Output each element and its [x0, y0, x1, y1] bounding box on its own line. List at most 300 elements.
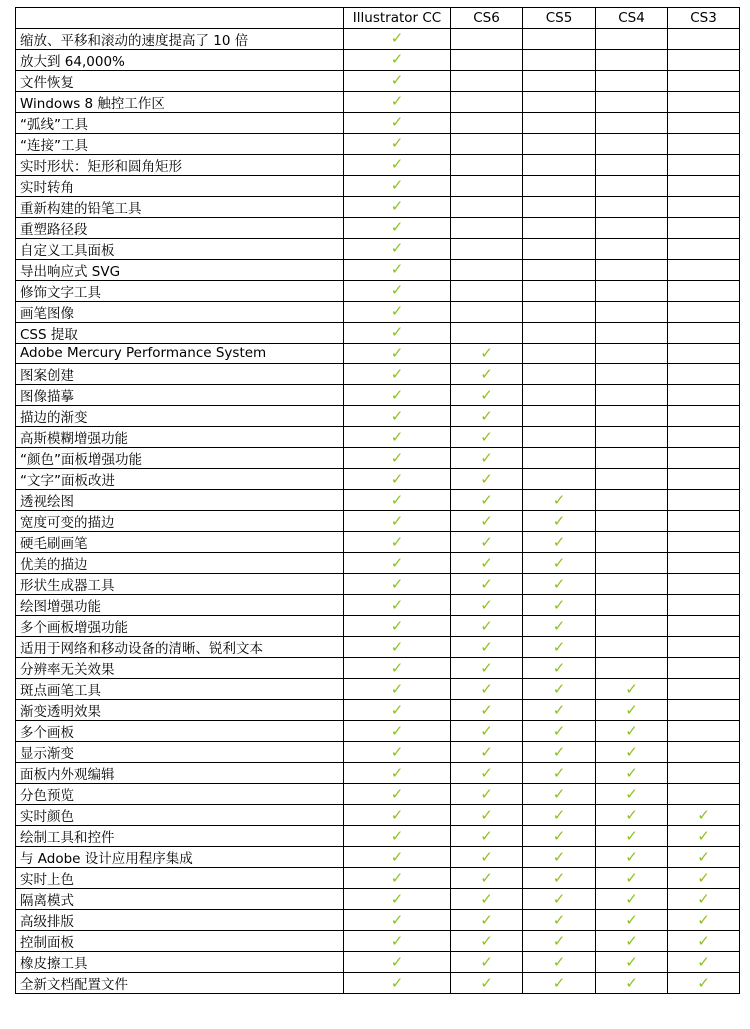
checkmark-icon: ✓: [390, 469, 404, 488]
support-cell-cs5: [523, 385, 596, 406]
feature-name-cell: 绘制工具和控件: [16, 826, 344, 847]
table-row: [16, 784, 740, 805]
checkmark-icon: ✓: [625, 910, 638, 929]
support-cell-cs6: [451, 112, 523, 133]
checkmark-icon: ✓: [552, 700, 566, 719]
checkmark-icon: ✓: [552, 679, 566, 698]
support-cell-cs5: [523, 490, 596, 511]
feature-name-cell: 与 Adobe 设计应用程序集成: [16, 847, 344, 868]
feature-name-cell: 缩放、平移和滚动的速度提高了 10 倍: [16, 28, 344, 49]
table-row: [16, 721, 740, 742]
support-cell-cs6: [451, 637, 523, 658]
checkmark-icon: ✓: [390, 343, 404, 362]
support-cell-cs3: [668, 238, 740, 259]
support-cell-illustrator-cc: [344, 910, 451, 931]
support-cell-cs4: [596, 931, 668, 952]
support-cell-cs6: [451, 700, 523, 721]
support-cell-illustrator-cc: [344, 721, 451, 742]
support-cell-cs5: [523, 763, 596, 784]
support-cell-illustrator-cc: [344, 133, 451, 154]
support-cell-cs4: [596, 784, 668, 805]
support-cell-cs6: [451, 238, 523, 259]
support-cell-cs3: [668, 637, 740, 658]
support-cell-cs5: [523, 301, 596, 322]
support-cell-cs6: [451, 196, 523, 217]
support-cell-illustrator-cc: [344, 301, 451, 322]
table-row: [16, 868, 740, 889]
support-cell-cs4: [596, 70, 668, 91]
support-cell-cs4: [596, 448, 668, 469]
checkmark-icon: ✓: [480, 448, 493, 467]
feature-name-cell: 重新构建的铅笔工具: [16, 196, 344, 217]
feature-name-cell: 图像描摹: [16, 385, 344, 406]
checkmark-icon: ✓: [480, 364, 493, 383]
table-row: [16, 532, 740, 553]
table-header: [16, 8, 740, 29]
support-cell-cs4: [596, 826, 668, 847]
checkmark-icon: ✓: [390, 50, 404, 68]
support-cell-cs4: [596, 112, 668, 133]
support-cell-cs5: [523, 91, 596, 112]
feature-name-cell: 隔离模式: [16, 889, 344, 910]
table-row: [16, 448, 740, 469]
support-cell-cs4: [596, 259, 668, 280]
support-cell-cs6: [451, 49, 523, 70]
checkmark-icon: ✓: [390, 511, 404, 530]
support-cell-cs3: [668, 910, 740, 931]
support-cell-cs4: [596, 952, 668, 973]
table-row: [16, 595, 740, 616]
support-cell-cs3: [668, 70, 740, 91]
support-cell-cs4: [596, 679, 668, 700]
feature-name-cell: 实时上色: [16, 868, 344, 889]
checkmark-icon: ✓: [552, 511, 566, 530]
checkmark-icon: ✓: [480, 721, 493, 740]
support-cell-cs3: [668, 784, 740, 805]
table-body: [16, 28, 740, 994]
checkmark-icon: ✓: [625, 805, 638, 824]
support-cell-cs4: [596, 427, 668, 448]
header-version-cs3: CS3: [668, 8, 740, 29]
checkmark-icon: ✓: [480, 595, 493, 614]
support-cell-illustrator-cc: [344, 931, 451, 952]
support-cell-cs4: [596, 574, 668, 595]
support-cell-illustrator-cc: [344, 469, 451, 490]
feature-name-cell: 绘图增强功能: [16, 595, 344, 616]
table-row: [16, 280, 740, 301]
checkmark-icon: ✓: [390, 323, 404, 341]
table-row: [16, 679, 740, 700]
checkmark-icon: ✓: [625, 763, 638, 782]
support-cell-cs3: [668, 658, 740, 679]
feature-name-cell: “弧线”工具: [16, 112, 344, 133]
table-row: [16, 658, 740, 679]
support-cell-cs5: [523, 700, 596, 721]
checkmark-icon: ✓: [390, 805, 404, 824]
feature-name-cell: 导出响应式 SVG: [16, 259, 344, 280]
checkmark-icon: ✓: [390, 826, 404, 845]
support-cell-cs6: [451, 616, 523, 637]
support-cell-cs4: [596, 154, 668, 175]
checkmark-icon: ✓: [390, 931, 404, 950]
support-cell-cs6: [451, 868, 523, 889]
support-cell-illustrator-cc: [344, 847, 451, 868]
support-cell-illustrator-cc: [344, 154, 451, 175]
checkmark-icon: ✓: [390, 952, 404, 971]
checkmark-icon: ✓: [480, 406, 493, 425]
checkmark-icon: ✓: [552, 763, 566, 782]
checkmark-icon: ✓: [480, 511, 493, 530]
support-cell-cs6: [451, 658, 523, 679]
support-cell-cs3: [668, 826, 740, 847]
support-cell-cs3: [668, 952, 740, 973]
support-cell-cs4: [596, 637, 668, 658]
support-cell-cs5: [523, 511, 596, 532]
support-cell-illustrator-cc: [344, 280, 451, 301]
support-cell-cs3: [668, 868, 740, 889]
table-row: [16, 385, 740, 406]
checkmark-icon: ✓: [480, 469, 493, 488]
checkmark-icon: ✓: [480, 427, 493, 446]
support-cell-cs4: [596, 763, 668, 784]
checkmark-icon: ✓: [390, 700, 404, 719]
support-cell-cs3: [668, 427, 740, 448]
checkmark-icon: ✓: [390, 302, 404, 320]
feature-name-cell: Adobe Mercury Performance System: [16, 343, 344, 364]
checkmark-icon: ✓: [390, 92, 404, 110]
support-cell-cs6: [451, 910, 523, 931]
checkmark-icon: ✓: [390, 763, 404, 782]
checkmark-icon: ✓: [480, 784, 493, 803]
feature-name-cell: 显示渐变: [16, 742, 344, 763]
support-cell-cs5: [523, 259, 596, 280]
table-row: [16, 616, 740, 637]
table-row: [16, 70, 740, 91]
checkmark-icon: ✓: [697, 973, 710, 992]
support-cell-cs5: [523, 112, 596, 133]
checkmark-icon: ✓: [480, 700, 493, 719]
table-row: [16, 301, 740, 322]
support-cell-cs6: [451, 322, 523, 343]
feature-name-cell: 重塑路径段: [16, 217, 344, 238]
support-cell-cs3: [668, 490, 740, 511]
checkmark-icon: ✓: [552, 616, 566, 635]
checkmark-icon: ✓: [390, 847, 404, 866]
support-cell-cs3: [668, 91, 740, 112]
table-row: [16, 112, 740, 133]
feature-name-cell: 画笔图像: [16, 301, 344, 322]
support-cell-cs6: [451, 973, 523, 994]
support-cell-cs3: [668, 805, 740, 826]
support-cell-cs6: [451, 343, 523, 364]
support-cell-cs6: [451, 763, 523, 784]
support-cell-cs5: [523, 154, 596, 175]
support-cell-cs6: [451, 154, 523, 175]
support-cell-cs4: [596, 616, 668, 637]
support-cell-illustrator-cc: [344, 784, 451, 805]
support-cell-cs6: [451, 217, 523, 238]
support-cell-cs5: [523, 868, 596, 889]
support-cell-illustrator-cc: [344, 238, 451, 259]
checkmark-icon: ✓: [390, 532, 404, 551]
table-row: [16, 847, 740, 868]
support-cell-cs4: [596, 301, 668, 322]
support-cell-cs3: [668, 301, 740, 322]
support-cell-cs6: [451, 679, 523, 700]
support-cell-illustrator-cc: [344, 700, 451, 721]
checkmark-icon: ✓: [480, 532, 493, 551]
checkmark-icon: ✓: [390, 616, 404, 635]
checkmark-icon: ✓: [480, 385, 493, 404]
table-row: [16, 427, 740, 448]
support-cell-cs4: [596, 91, 668, 112]
checkmark-icon: ✓: [625, 700, 638, 719]
support-cell-illustrator-cc: [344, 574, 451, 595]
feature-name-cell: 优美的描边: [16, 553, 344, 574]
checkmark-icon: ✓: [697, 868, 710, 887]
support-cell-cs5: [523, 238, 596, 259]
table-row: [16, 91, 740, 112]
checkmark-icon: ✓: [480, 973, 493, 992]
checkmark-icon: ✓: [552, 826, 566, 845]
feature-name-cell: 自定义工具面板: [16, 238, 344, 259]
checkmark-icon: ✓: [552, 931, 566, 950]
support-cell-cs3: [668, 280, 740, 301]
support-cell-illustrator-cc: [344, 679, 451, 700]
support-cell-cs4: [596, 49, 668, 70]
support-cell-illustrator-cc: [344, 91, 451, 112]
checkmark-icon: ✓: [390, 973, 404, 992]
support-cell-cs4: [596, 217, 668, 238]
support-cell-illustrator-cc: [344, 427, 451, 448]
checkmark-icon: ✓: [480, 847, 493, 866]
support-cell-illustrator-cc: [344, 511, 451, 532]
feature-name-cell: 实时转角: [16, 175, 344, 196]
support-cell-cs6: [451, 931, 523, 952]
support-cell-cs3: [668, 49, 740, 70]
checkmark-icon: ✓: [390, 553, 404, 572]
checkmark-icon: ✓: [625, 826, 638, 845]
support-cell-cs5: [523, 679, 596, 700]
support-cell-cs6: [451, 448, 523, 469]
checkmark-icon: ✓: [390, 490, 404, 509]
feature-name-cell: 控制面板: [16, 931, 344, 952]
support-cell-cs6: [451, 952, 523, 973]
checkmark-icon: ✓: [625, 847, 638, 866]
checkmark-icon: ✓: [390, 113, 404, 131]
support-cell-cs5: [523, 406, 596, 427]
checkmark-icon: ✓: [390, 155, 404, 173]
checkmark-icon: ✓: [390, 448, 404, 467]
support-cell-illustrator-cc: [344, 805, 451, 826]
table-row: [16, 805, 740, 826]
support-cell-cs6: [451, 889, 523, 910]
support-cell-cs5: [523, 658, 596, 679]
checkmark-icon: ✓: [390, 218, 404, 236]
checkmark-icon: ✓: [480, 805, 493, 824]
support-cell-illustrator-cc: [344, 70, 451, 91]
support-cell-cs6: [451, 553, 523, 574]
support-cell-illustrator-cc: [344, 322, 451, 343]
support-cell-cs6: [451, 532, 523, 553]
support-cell-cs6: [451, 301, 523, 322]
checkmark-icon: ✓: [625, 742, 638, 761]
support-cell-illustrator-cc: [344, 952, 451, 973]
support-cell-cs5: [523, 175, 596, 196]
checkmark-icon: ✓: [552, 553, 566, 572]
support-cell-cs5: [523, 805, 596, 826]
support-cell-illustrator-cc: [344, 385, 451, 406]
support-cell-cs5: [523, 469, 596, 490]
checkmark-icon: ✓: [390, 71, 404, 89]
support-cell-cs4: [596, 469, 668, 490]
support-cell-illustrator-cc: [344, 406, 451, 427]
checkmark-icon: ✓: [390, 910, 404, 929]
feature-name-cell: 描边的渐变: [16, 406, 344, 427]
support-cell-cs3: [668, 385, 740, 406]
support-cell-cs3: [668, 133, 740, 154]
support-cell-cs3: [668, 154, 740, 175]
feature-name-cell: “文字”面板改进: [16, 469, 344, 490]
checkmark-icon: ✓: [390, 385, 404, 404]
support-cell-cs3: [668, 343, 740, 364]
support-cell-cs5: [523, 28, 596, 49]
feature-name-cell: 文件恢复: [16, 70, 344, 91]
support-cell-cs3: [668, 511, 740, 532]
checkmark-icon: ✓: [625, 973, 638, 992]
support-cell-cs3: [668, 196, 740, 217]
support-cell-cs4: [596, 532, 668, 553]
checkmark-icon: ✓: [390, 721, 404, 740]
table-row: [16, 952, 740, 973]
support-cell-illustrator-cc: [344, 595, 451, 616]
checkmark-icon: ✓: [390, 406, 404, 425]
checkmark-icon: ✓: [625, 889, 638, 908]
support-cell-cs5: [523, 70, 596, 91]
checkmark-icon: ✓: [697, 931, 710, 950]
checkmark-icon: ✓: [480, 742, 493, 761]
feature-name-cell: 图案创建: [16, 364, 344, 385]
support-cell-cs3: [668, 532, 740, 553]
feature-name-cell: 橡皮擦工具: [16, 952, 344, 973]
checkmark-icon: ✓: [552, 637, 566, 656]
support-cell-cs3: [668, 763, 740, 784]
support-cell-cs3: [668, 889, 740, 910]
support-cell-cs5: [523, 910, 596, 931]
header-version-cs4: CS4: [596, 8, 668, 29]
support-cell-cs4: [596, 721, 668, 742]
support-cell-cs4: [596, 364, 668, 385]
checkmark-icon: ✓: [390, 260, 404, 278]
support-cell-cs5: [523, 721, 596, 742]
table-row: [16, 742, 740, 763]
table-row: [16, 700, 740, 721]
support-cell-cs6: [451, 133, 523, 154]
support-cell-cs5: [523, 49, 596, 70]
support-cell-cs4: [596, 28, 668, 49]
support-cell-cs5: [523, 574, 596, 595]
support-cell-cs5: [523, 343, 596, 364]
table-row: [16, 826, 740, 847]
support-cell-cs5: [523, 595, 596, 616]
support-cell-cs3: [668, 574, 740, 595]
support-cell-cs6: [451, 70, 523, 91]
support-cell-illustrator-cc: [344, 490, 451, 511]
checkmark-icon: ✓: [697, 847, 710, 866]
support-cell-cs6: [451, 385, 523, 406]
support-cell-cs4: [596, 700, 668, 721]
feature-name-cell: 高斯模糊增强功能: [16, 427, 344, 448]
support-cell-cs3: [668, 322, 740, 343]
checkmark-icon: ✓: [480, 931, 493, 950]
support-cell-cs4: [596, 595, 668, 616]
feature-name-cell: 渐变透明效果: [16, 700, 344, 721]
support-cell-cs3: [668, 595, 740, 616]
checkmark-icon: ✓: [390, 889, 404, 908]
table-row: [16, 196, 740, 217]
support-cell-cs4: [596, 742, 668, 763]
support-cell-cs5: [523, 637, 596, 658]
support-cell-illustrator-cc: [344, 658, 451, 679]
support-cell-cs6: [451, 259, 523, 280]
support-cell-cs4: [596, 133, 668, 154]
feature-name-cell: 宽度可变的描边: [16, 511, 344, 532]
checkmark-icon: ✓: [480, 658, 493, 677]
support-cell-cs4: [596, 868, 668, 889]
support-cell-cs6: [451, 364, 523, 385]
checkmark-icon: ✓: [480, 868, 493, 887]
table-row: [16, 910, 740, 931]
checkmark-icon: ✓: [552, 490, 566, 509]
checkmark-icon: ✓: [552, 532, 566, 551]
checkmark-icon: ✓: [390, 281, 404, 299]
table-row: [16, 343, 740, 364]
feature-name-cell: 形状生成器工具: [16, 574, 344, 595]
support-cell-cs4: [596, 322, 668, 343]
checkmark-icon: ✓: [480, 343, 493, 362]
table-row: [16, 469, 740, 490]
support-cell-illustrator-cc: [344, 826, 451, 847]
support-cell-cs5: [523, 616, 596, 637]
feature-name-cell: “连接”工具: [16, 133, 344, 154]
checkmark-icon: ✓: [390, 595, 404, 614]
checkmark-icon: ✓: [552, 658, 566, 677]
checkmark-icon: ✓: [390, 364, 404, 383]
support-cell-cs4: [596, 385, 668, 406]
support-cell-cs5: [523, 448, 596, 469]
checkmark-icon: ✓: [625, 679, 638, 698]
support-cell-cs3: [668, 217, 740, 238]
support-cell-illustrator-cc: [344, 196, 451, 217]
support-cell-cs3: [668, 448, 740, 469]
table-row: [16, 322, 740, 343]
checkmark-icon: ✓: [480, 826, 493, 845]
feature-name-cell: 修饰文字工具: [16, 280, 344, 301]
header-row: [16, 8, 740, 29]
checkmark-icon: ✓: [625, 952, 638, 971]
checkmark-icon: ✓: [390, 868, 404, 887]
support-cell-illustrator-cc: [344, 616, 451, 637]
checkmark-icon: ✓: [552, 868, 566, 887]
support-cell-illustrator-cc: [344, 49, 451, 70]
support-cell-cs6: [451, 574, 523, 595]
support-cell-cs6: [451, 784, 523, 805]
checkmark-icon: ✓: [552, 805, 566, 824]
table-row: [16, 133, 740, 154]
checkmark-icon: ✓: [390, 176, 404, 194]
table-row: [16, 154, 740, 175]
support-cell-illustrator-cc: [344, 763, 451, 784]
